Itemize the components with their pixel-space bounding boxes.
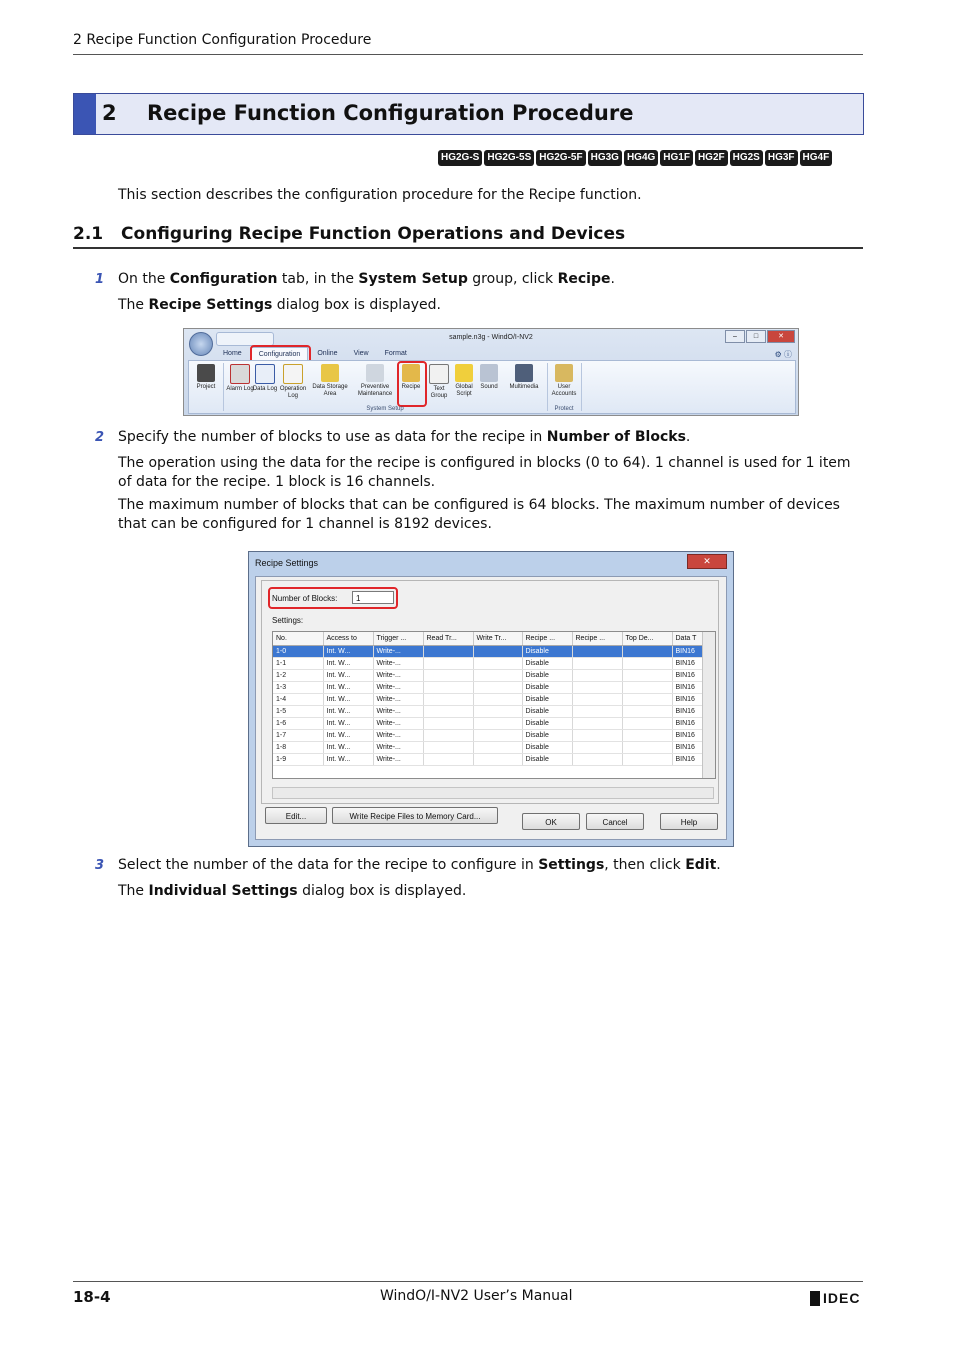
model-badge: HG3F [765,150,798,166]
table-cell [473,754,522,766]
vertical-scrollbar[interactable] [702,632,715,778]
table-cell: Disable [522,742,572,754]
sound-icon [480,364,498,382]
table-cell [423,682,473,694]
table-cell [473,742,522,754]
table-cell: Disable [522,646,572,658]
horizontal-scrollbar[interactable] [272,787,714,799]
step-text: . [685,429,691,445]
logo-text: IDEC [823,1290,861,1306]
window-title: sample.n3g - WindO/I-NV2 [449,334,533,341]
table-cell [473,670,522,682]
table-cell: 1-5 [273,706,323,718]
step-number-2: 2 [95,430,105,445]
column-header[interactable]: Data T [672,632,702,646]
table-cell [622,658,672,670]
tool-label: Multimedia [509,384,539,390]
cancel-button[interactable]: Cancel [586,813,644,830]
data-storage-icon [321,364,339,382]
ui-term: Number of Blocks [546,429,686,445]
table-cell: BIN16 [672,742,702,754]
tool-multimedia[interactable] [505,364,543,391]
running-header: 2 Recipe Function Configuration Procedure [73,32,372,48]
table-cell [622,682,672,694]
intro-text: This section describes the configuration procedure for the Recipe function. [118,187,642,203]
ui-term: Configuration [169,271,278,287]
table-cell [423,706,473,718]
tool-sound[interactable] [477,364,501,391]
step-text: Specify the number of blocks to use as data for the recipe in [118,429,547,445]
table-row[interactable] [273,718,702,730]
step-number-1: 1 [95,272,105,287]
table-cell [622,670,672,682]
table-cell: Disable [522,682,572,694]
table-cell: BIN16 [672,646,702,658]
column-header[interactable]: Top De... [622,632,672,646]
table-cell: Int. W... [323,706,373,718]
table-cell: Write-... [373,694,423,706]
subsection-heading [73,224,625,244]
step-3-text [118,856,863,875]
tool-label: Data Storage Area [312,384,348,397]
recipe-settings-dialog [248,551,734,847]
table-cell [423,670,473,682]
table-cell [423,646,473,658]
tool-project[interactable] [191,364,221,391]
manual-title: WindO/I-NV2 User’s Manual [380,1288,573,1304]
table-cell [423,694,473,706]
step-text: , then click [604,857,686,873]
table-cell: Int. W... [323,754,373,766]
step-text: group, click [467,271,558,287]
tab-configuration[interactable]: Configuration [251,347,309,361]
idec-logo [810,1290,860,1306]
tool-text-group[interactable] [427,364,451,400]
section-title: Recipe Function Configuration Procedure [147,101,634,125]
logo-mark-icon [810,1291,820,1306]
table-cell: BIN16 [672,730,702,742]
column-header[interactable]: Access to [323,632,373,646]
column-header[interactable]: No. [273,632,323,646]
subsection-title: Configuring Recipe Function Operations and Devices [121,224,626,244]
ui-term: Settings [538,857,605,873]
table-cell [622,694,672,706]
table-cell: Disable [522,754,572,766]
section-heading [73,93,864,135]
table-cell [572,658,622,670]
header-rule [73,54,863,55]
step-2-detail-2: The maximum number of blocks that can be configured is 64 blocks. The maximum number of devices that can be configured for 1 channel is 8192 devices. [118,497,840,532]
close-icon[interactable]: ✕ [767,330,795,343]
group-label-system-setup: System Setup [366,406,404,412]
subsection-number: 2.1 [73,224,104,244]
table-cell [622,718,672,730]
table-cell: Int. W... [323,742,373,754]
column-header[interactable]: Recipe ... [522,632,572,646]
group-separator [581,363,582,411]
table-cell: 1-2 [273,670,323,682]
ui-term: Recipe [557,271,611,287]
table-cell: Write-... [373,682,423,694]
column-header[interactable]: Write Tr... [473,632,522,646]
close-icon[interactable]: ✕ [687,554,727,569]
table-cell: 1-3 [273,682,323,694]
blocks-label: Number of Blocks: [272,594,338,603]
table-row[interactable] [273,754,702,766]
table-cell: BIN16 [672,754,702,766]
tool-global-script[interactable] [451,364,477,398]
table-cell: Int. W... [323,658,373,670]
footer-rule [73,1281,863,1282]
column-header[interactable]: Read Tr... [423,632,473,646]
table-cell [572,730,622,742]
group-separator [223,363,224,411]
edit-button[interactable]: Edit... [265,807,327,824]
table-row[interactable] [273,670,702,682]
tool-label: Alarm Log [226,386,254,392]
table-cell [423,658,473,670]
model-badge: HG1F [660,150,693,166]
step-text: dialog box is displayed. [272,297,442,313]
step-text: The [118,297,149,313]
global-script-icon [455,364,473,382]
table-cell: Write-... [373,658,423,670]
table-cell: Write-... [373,670,423,682]
table-cell: Int. W... [323,646,373,658]
ok-button[interactable]: OK [522,813,580,830]
tool-data-storage-area[interactable] [309,364,351,398]
table-cell [572,754,622,766]
tool-label: Global Script [455,384,473,397]
table-cell: Disable [522,658,572,670]
group-separator [547,363,548,411]
table-cell: Write-... [373,730,423,742]
step-2-text [118,428,863,447]
section-number: 2 [102,101,117,125]
step-text: On the [118,271,170,287]
table-cell: Disable [522,694,572,706]
step-text: . [610,271,615,287]
table-cell [622,754,672,766]
group-label-protect: Protect [554,406,574,412]
settings-group [261,580,719,804]
highlight-number-of-blocks [268,587,398,609]
table-cell: Disable [522,706,572,718]
model-badge: HG2G-5F [536,150,585,166]
table-cell: Int. W... [323,682,373,694]
table-cell [473,658,522,670]
table-cell: Write-... [373,718,423,730]
table-cell: Write-... [373,706,423,718]
table-cell: Write-... [373,754,423,766]
step-2-detail-1: The operation using the data for the recipe is configured in blocks (0 to 64). 1 channel is used for 1 item of data for the recipe. 1 block is 16 channels. [118,455,851,490]
highlight-recipe-button [397,361,427,407]
help-button[interactable]: Help [660,813,718,830]
tool-user-accounts[interactable] [549,364,579,398]
ribbon-panel [188,360,796,414]
table-cell: Write-... [373,646,423,658]
maximize-icon[interactable]: □ [746,330,766,343]
dialog-body [255,576,727,840]
project-icon [197,364,215,382]
table-cell [423,718,473,730]
tool-label: Operation Log [279,386,307,399]
table-cell [473,682,522,694]
table-cell: 1-0 [273,646,323,658]
write-recipe-files-button[interactable]: Write Recipe Files to Memory Card... [332,807,498,824]
model-badge: HG4F [800,150,833,166]
tool-label: Text Group [430,386,448,399]
model-badge: HG2F [695,150,728,166]
model-badges [438,150,832,166]
table-cell: 1-8 [273,742,323,754]
subsection-rule [73,247,863,249]
table-cell: Int. W... [323,730,373,742]
tool-label: Sound [480,384,498,390]
table-cell [622,742,672,754]
table-cell: BIN16 [672,694,702,706]
table-cell [572,646,622,658]
model-badge: HG2G-S [438,150,482,166]
settings-grid [273,632,703,766]
column-header[interactable]: Trigger ... [373,632,423,646]
table-cell: Int. W... [323,718,373,730]
table-cell [473,694,522,706]
table-cell [423,730,473,742]
table-cell [473,718,522,730]
settings-table [272,631,716,779]
user-accounts-icon [555,364,573,382]
tool-label: Recipe [401,384,421,390]
step-text: The [118,883,149,899]
tab-online[interactable]: Online [317,350,338,357]
table-cell [572,682,622,694]
table-row[interactable] [273,742,702,754]
table-row[interactable] [273,646,702,658]
section-accent-bar [74,94,96,134]
minimize-icon[interactable]: – [725,330,745,343]
tool-label: Project [196,384,216,390]
table-cell: BIN16 [672,718,702,730]
model-badge: HG2S [730,150,763,166]
table-cell: Disable [522,670,572,682]
step-3-result [118,882,466,901]
step-text: Select the number of the data for the recipe to configure in [118,857,539,873]
model-badge: HG4G [624,150,658,166]
maintenance-icon [366,364,384,382]
table-row[interactable] [273,694,702,706]
ui-term: System Setup [358,271,468,287]
table-cell [572,694,622,706]
ribbon-tabs [216,347,414,361]
table-header-row [273,632,702,646]
table-cell [572,742,622,754]
model-badge: HG2G-5S [484,150,534,166]
ui-term: Recipe Settings [148,297,273,313]
table-row[interactable] [273,658,702,670]
ui-term: Individual Settings [148,883,298,899]
table-cell: Disable [522,730,572,742]
step-1-result [118,296,441,315]
tab-format[interactable]: Format [384,350,407,357]
table-cell: BIN16 [672,682,702,694]
tab-view[interactable]: View [353,350,369,357]
tool-label: User Accounts [551,384,577,397]
tab-home[interactable]: Home [223,350,242,357]
table-cell: Int. W... [323,694,373,706]
table-cell [572,706,622,718]
table-cell [423,754,473,766]
tool-operation-log[interactable] [276,364,310,400]
table-cell: Int. W... [323,670,373,682]
table-cell [622,706,672,718]
table-cell: 1-7 [273,730,323,742]
table-cell: BIN16 [672,706,702,718]
column-header[interactable]: Recipe ... [572,632,622,646]
table-row[interactable] [273,706,702,718]
table-cell: Disable [522,718,572,730]
table-cell [572,718,622,730]
table-row[interactable] [273,682,702,694]
table-cell: 1-4 [273,694,323,706]
table-cell [572,670,622,682]
table-cell [423,742,473,754]
alarm-log-icon [230,364,250,384]
table-cell: 1-9 [273,754,323,766]
table-cell: BIN16 [672,658,702,670]
step-text: dialog box is displayed. [297,883,467,899]
tool-label: Preventive Maintenance [357,384,393,397]
help-icon[interactable]: ⚙ ⓘ [774,350,792,359]
number-of-blocks-spinner[interactable]: 1 [352,591,394,604]
ribbon-screenshot [183,328,799,416]
data-log-icon [255,364,275,384]
table-cell: 1-6 [273,718,323,730]
model-badge: HG3G [588,150,622,166]
table-cell [473,706,522,718]
dialog-title: Recipe Settings [255,558,319,568]
table-cell [473,730,522,742]
step-text: . [716,857,721,873]
multimedia-icon [515,364,533,382]
table-cell: Write-... [373,742,423,754]
window-controls [725,330,795,343]
settings-label: Settings: [272,616,304,625]
table-cell [473,646,522,658]
step-1-text [118,270,863,289]
table-cell: BIN16 [672,670,702,682]
ui-term: Edit [685,857,717,873]
operation-log-icon [283,364,303,384]
tool-preventive-maintenance[interactable] [353,364,397,398]
step-text: tab, in the [277,271,359,287]
step-number-3: 3 [95,858,105,873]
page-number: 18-4 [73,1288,111,1306]
table-cell [622,646,672,658]
table-cell [622,730,672,742]
text-group-icon [429,364,449,384]
tool-label: Data Log [252,386,278,392]
table-row[interactable] [273,730,702,742]
table-cell: 1-1 [273,658,323,670]
